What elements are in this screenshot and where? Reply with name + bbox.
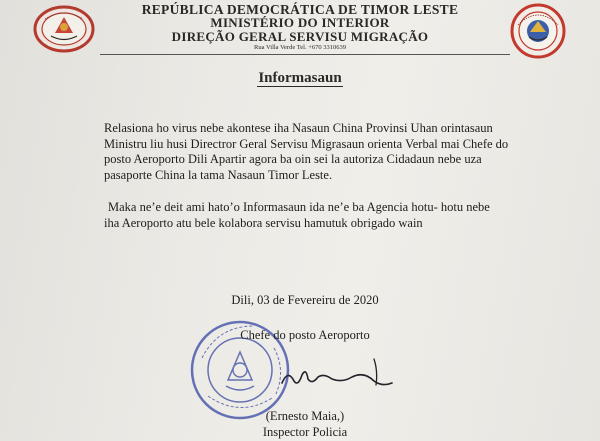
letterhead-directorate: DIREÇÃO GERAL SERVISU MIGRAÇÃO bbox=[171, 29, 429, 44]
body-paragraph-2 bbox=[104, 200, 529, 231]
document-title-text: Informasaun bbox=[258, 70, 342, 86]
paragraph-line: iha Aeroporto atu bele kolabora servisu hamutuk obrigado wain bbox=[104, 215, 423, 230]
paragraph-line: pasaporte China la tama Nasaun Timor Leste. bbox=[104, 167, 333, 182]
paragraph-line: Ministru liu husi Directror Geral Servisu Migrasaun orienta Verbal mai Chefe do bbox=[104, 136, 509, 151]
date-line: Dili, 03 de Fevereiru de 2020 bbox=[231, 293, 379, 307]
signatory-position: Chefe do posto Aeroporto bbox=[240, 328, 370, 342]
body-paragraph-1 bbox=[104, 121, 529, 183]
letterhead-divider bbox=[100, 54, 510, 55]
paragraph-line: Relasiona ho virus nebe akontese iha Nasaun China Provinsi Uhan orintasaun bbox=[104, 121, 493, 135]
paragraph-line: posto Aeroporto Dili Apartir agora ba oin sei la autoriza Cidadaun nebe uza bbox=[104, 152, 482, 166]
letterhead-ministry: MINISTÉRIO DO INTERIOR bbox=[210, 15, 390, 30]
paragraph-line: Maka ne’e deit ami hato’o Informasaun ida ne’e ba Agencia hotu- hotu nebe bbox=[108, 200, 490, 214]
handwritten-signature bbox=[278, 355, 398, 391]
signatory-name: (Ernesto Maia,) bbox=[265, 409, 345, 423]
letterhead-address: Rua Villa Verde Tel. +670 3310639 bbox=[253, 44, 346, 51]
signatory-role: Inspector Policia bbox=[262, 425, 348, 439]
letterhead-country: REPÚBLICA DEMOCRÁTICA DE TIMOR LESTE bbox=[141, 2, 459, 17]
document-title bbox=[0, 70, 600, 87]
